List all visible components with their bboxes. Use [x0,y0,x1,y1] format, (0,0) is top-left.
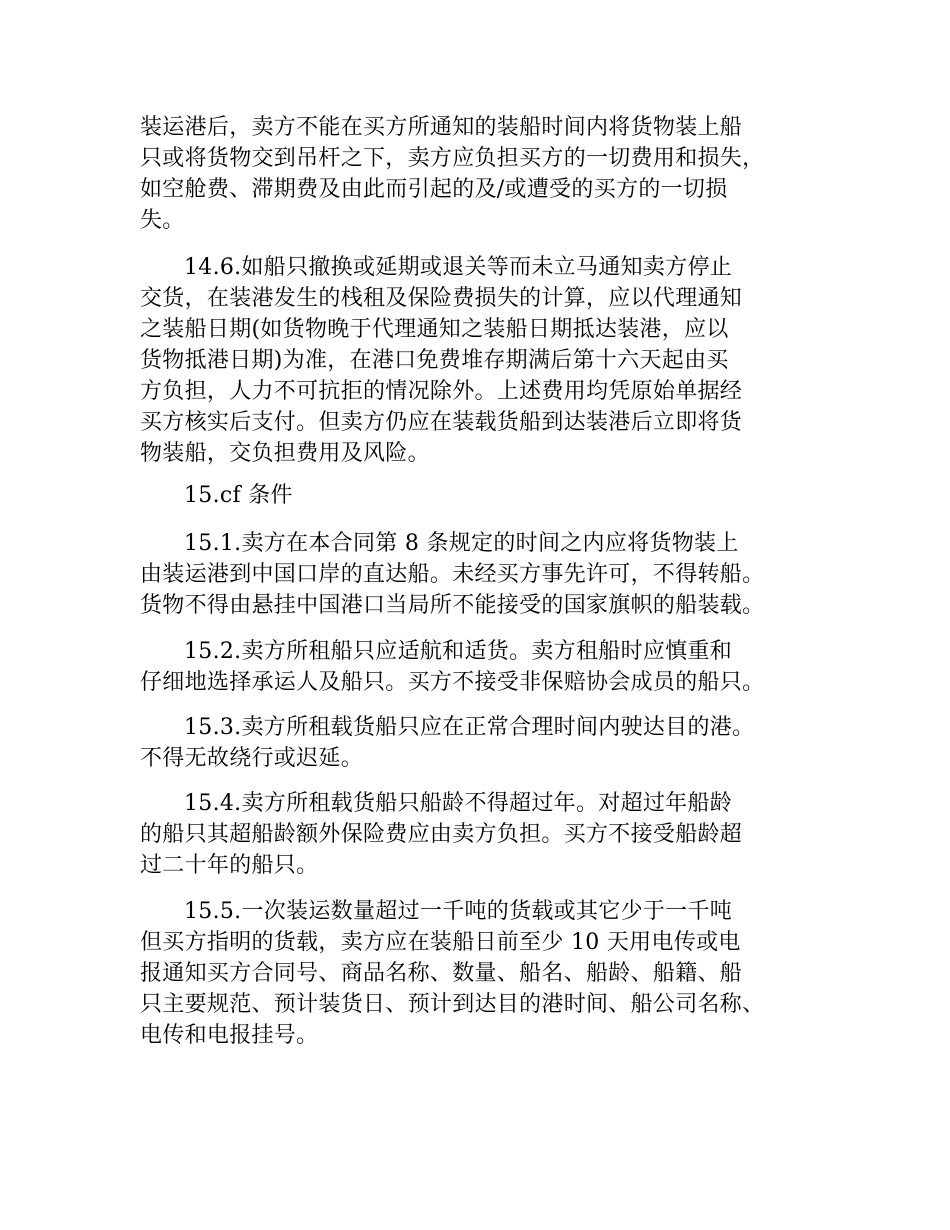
text-line: 15.2.卖方所租船只应适航和适货。卖方租船时应慎重和 [184,639,733,664]
text-line: 由装运港到中国口岸的直达船。未经买方事先许可，不得转船。 [140,562,765,587]
section-heading: 15.cf 条件 [184,483,293,508]
paragraph-clause-15-4 [140,788,840,881]
text-line: 15.5.一次装运数量超过一千吨的货载或其它少于一千吨 [184,899,733,924]
text-line: 过二十年的船只。 [140,853,319,878]
text-line: 仔细地选择承运人及船只。买方不接受非保赔协会成员的船只。 [140,670,765,695]
text-line: 电传和电报挂号。 [140,1023,319,1048]
paragraph-clause-15-5 [140,896,840,1051]
text-line: 的船只其超船龄额外保险费应由卖方负担。买方不接受船龄超 [140,822,743,847]
text-line: 货物抵港日期)为准，在港口免费堆存期满后第十六天起由买 [140,348,729,373]
paragraph-clause-15-2 [140,636,840,698]
text-line: 货物不得由悬挂中国港口当局所不能接受的国家旗帜的船装载。 [140,593,765,618]
paragraph-clause-14-6 [140,252,840,469]
text-line: 装运港后，卖方不能在买方所通知的装船时间内将货物装上船 [140,115,743,140]
text-line: 之装船日期(如货物晚于代理通知之装船日期抵达装港，应以 [140,317,729,342]
text-line: 方负担，人力不可抗拒的情况除外。上述费用均凭原始单据经 [140,379,743,404]
text-line: 14.6.如船只撤换或延期或退关等而未立马通知卖方停止 [184,255,733,280]
text-line: 不得无故绕行或迟延。 [140,746,364,771]
text-line: 报通知买方合同号、商品名称、数量、船名、船龄、船籍、船 [140,961,743,986]
text-line: 失。 [140,208,185,233]
text-line: 15.3.卖方所租载货船只应在正常合理时间内驶达目的港。 [184,715,755,740]
text-line: 交货，在装港发生的栈租及保险费损失的计算，应以代理通知 [140,286,743,311]
text-line: 买方核实后支付。但卖方仍应在装载货船到达装港后立即将货 [140,410,743,435]
text-line: 但买方指明的货载，卖方应在装船日前至少 10 天用电传或电 [140,930,741,955]
text-line: 15.1.卖方在本合同第 8 条规定的时间之内应将货物装上 [184,531,739,556]
text-line: 只或将货物交到吊杆之下，卖方应负担买方的一切费用和损失， [140,146,765,171]
paragraph-clause-15-1 [140,528,840,621]
paragraph-clause-15-title [140,480,840,511]
text-line: 15.4.卖方所租载货船只船龄不得超过年。对超过年船龄 [184,791,733,816]
text-line: 物装船，交负担费用及风险。 [140,441,430,466]
text-line: 如空舱费、滞期费及由此而引起的及/或遭受的买方的一切损 [140,177,728,202]
text-line: 只主要规范、预计装货日、预计到达目的港时间、船公司名称、 [140,992,765,1017]
paragraph-clause-15-3 [140,712,840,774]
paragraph-continuation [140,112,840,236]
